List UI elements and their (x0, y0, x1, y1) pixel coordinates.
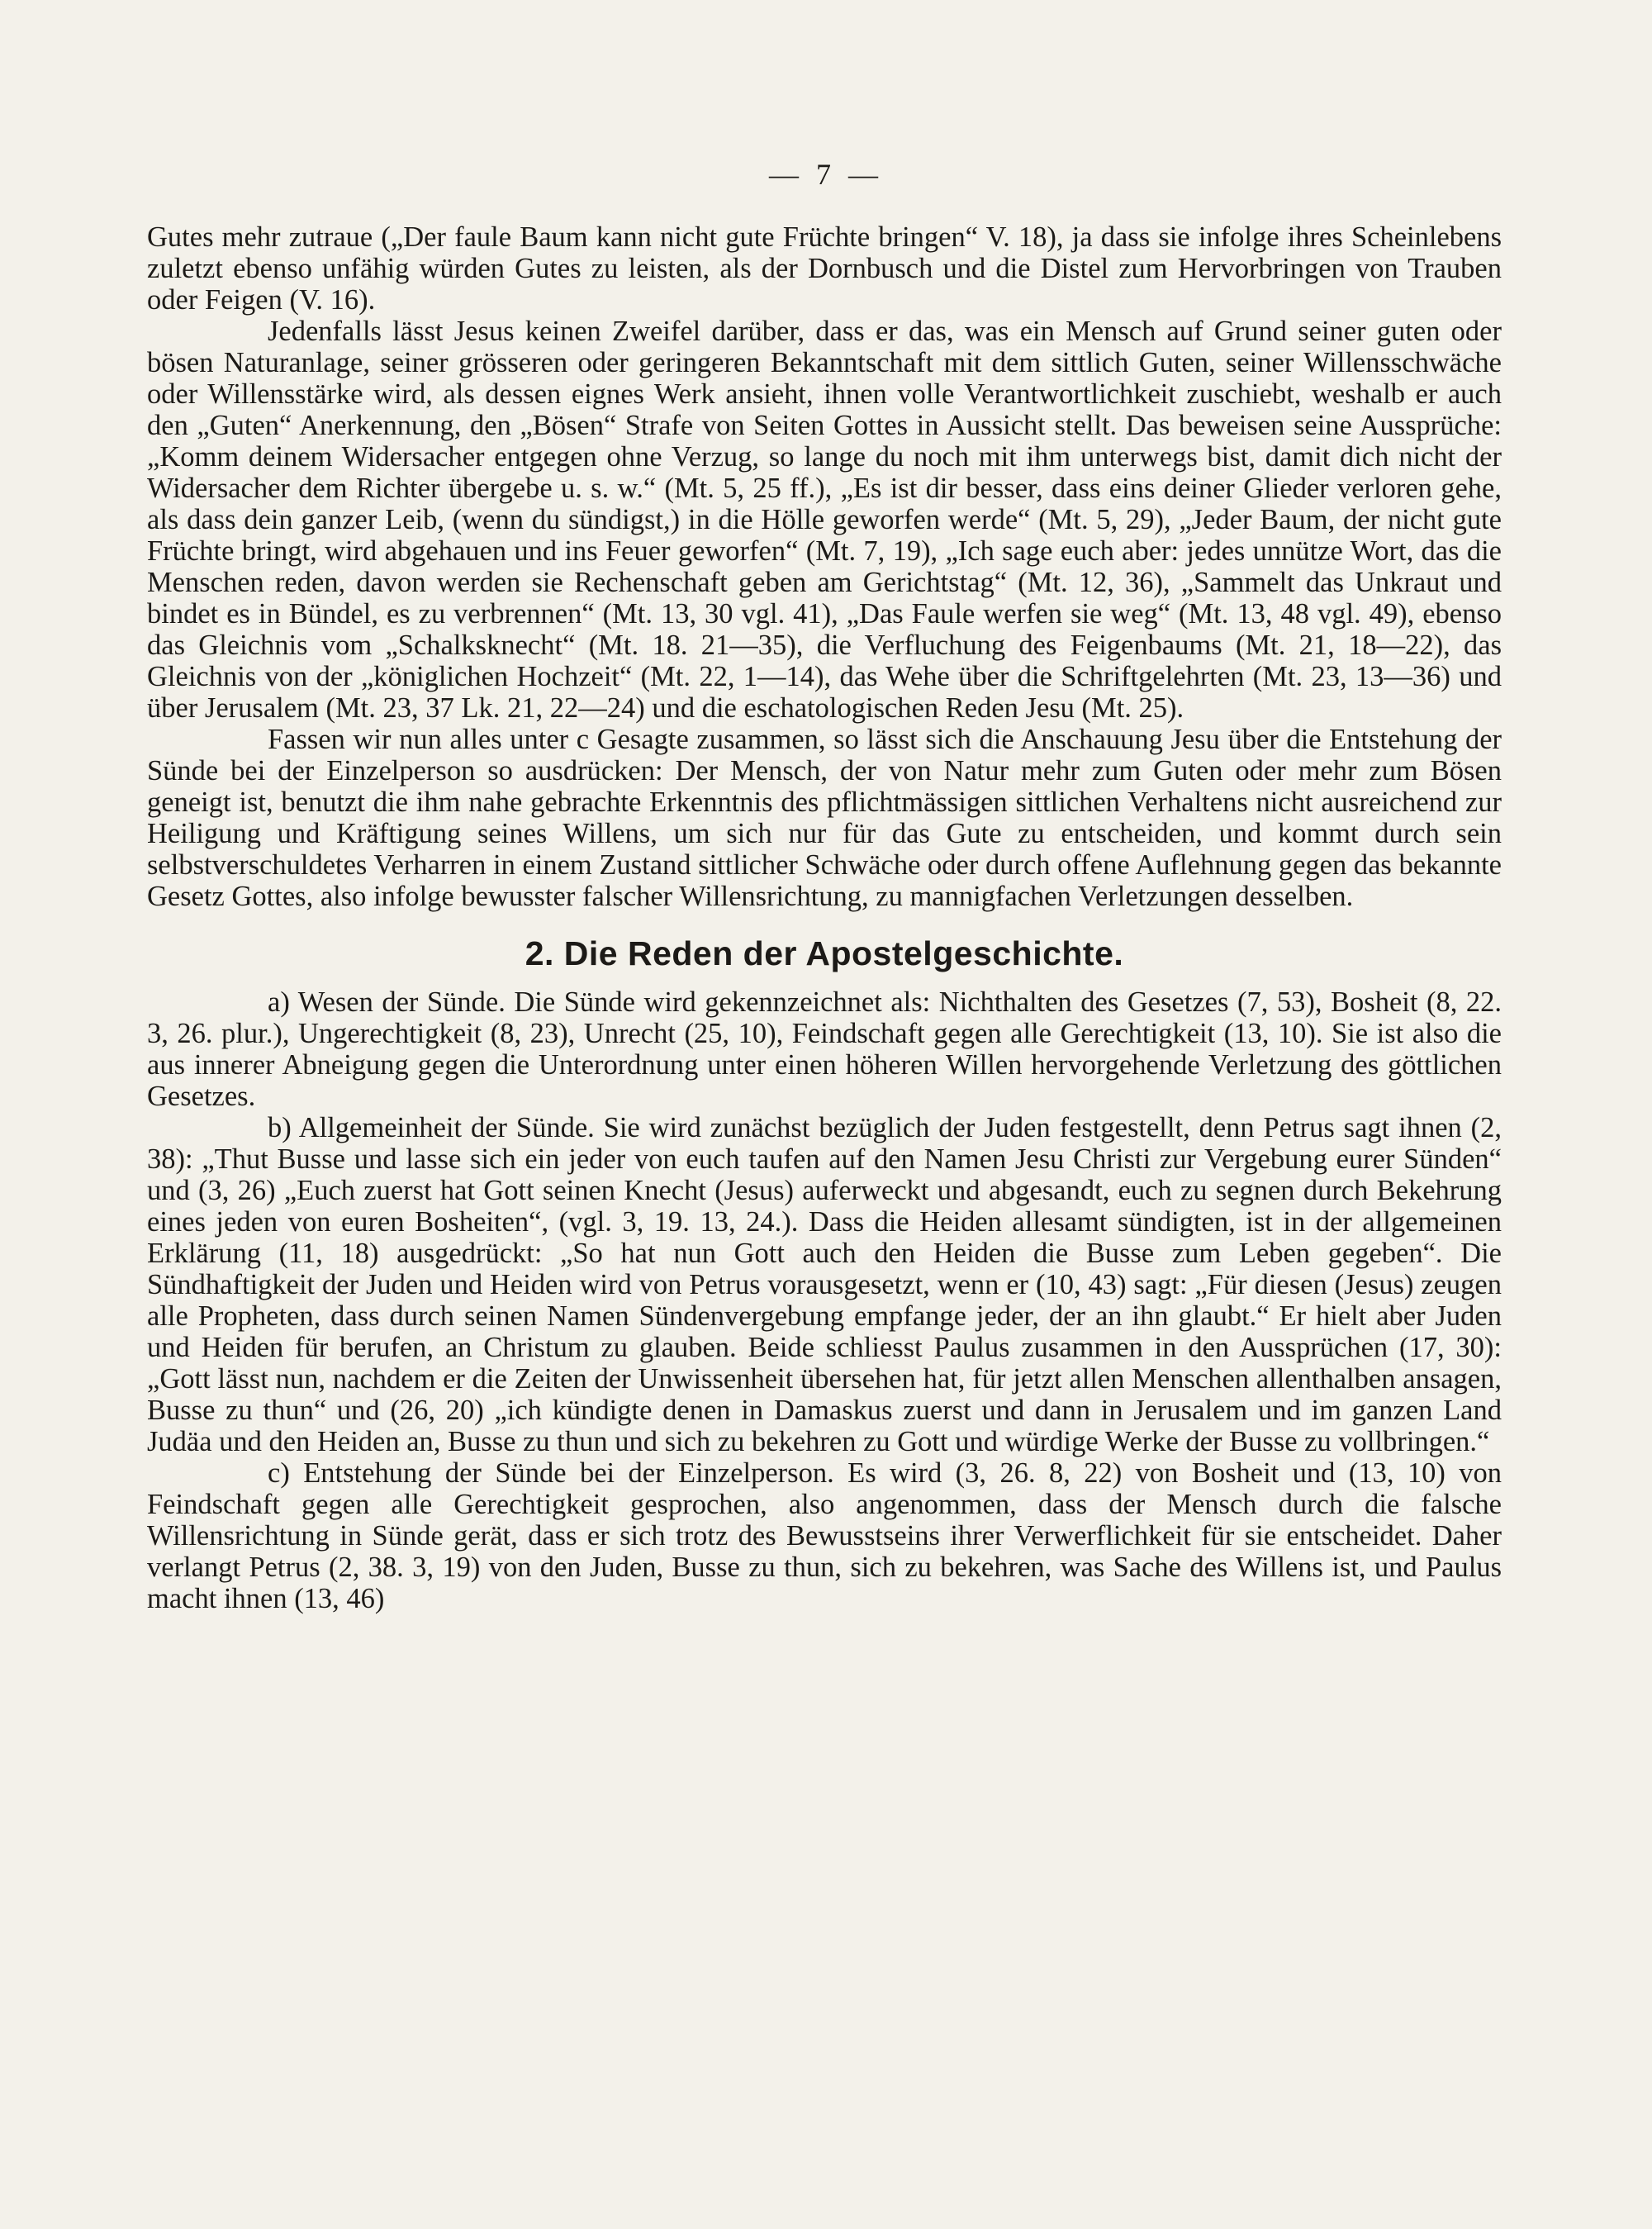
section-paragraph-b: b) Allgemeinheit der Sünde. Sie wird zunächst bezüglich der Juden festgestellt, denn Petrus sagt ihnen (2, 38): „Thut Busse und lasse sich ein jeder von euch taufen auf den Namen Jesu Christi zur Vergebung eurer Sünden“ und (3, 26) „Euch zuerst hat Gott seinen Knecht (Jesus) auferweckt und abgesandt, euch zu segnen durch Bekehrung eines jeden von euren Bosheiten“, (vgl. 3, 19. 13, 24.). Dass die Heiden allesamt sündigten, ist in der allgemeinen Erklärung (11, 18) ausgedrückt: „So hat nun Gott auch den Heiden die Busse zum Leben gegeben“. Die Sündhaftigkeit der Juden und Heiden wird von Petrus vorausgesetzt, wenn er (10, 43) sagt: „Für diesen (Jesus) zeugen alle Propheten, dass durch seinen Namen Sündenvergebung empfange jeder, der an ihn glaubt.“ Er hielt aber Juden und Heiden für berufen, an Christum zu glauben. Beide schliesst Paulus zusammen in den Aussprüchen (17, 30): „Gott lässt nun, nachdem er die Zeiten der Unwissenheit übersehen hat, für jetzt allen Menschen allenthalben ansagen, Busse zu thun“ und (26, 20) „ich kündigte denen in Damaskus zuerst und dann in Jerusalem und im ganzen Land Judäa und den Heiden an, Busse zu thun und sich zu bekehren zu Gott und würdige Werke der Busse zu vollbringen.“ (147, 1112, 1502, 1457)
body-text (147, 221, 1502, 1614)
paragraph-1: Gutes mehr zutraue („Der faule Baum kann nicht gute Früchte bringen“ V. 18), ja dass sie infolge ihres Scheinlebens zuletzt ebenso unfähig würden Gutes zu leisten, als der Dornbusch und die Distel zum Hervorbringen von Trauben oder Feigen (V. 16). (147, 221, 1502, 316)
paragraph-2: Jedenfalls lässt Jesus keinen Zweifel darüber, dass er das, was ein Mensch auf Grund seiner guten oder bösen Naturanlage, seiner grösseren oder geringeren Bekanntschaft mit dem sittlich Guten, seiner Willensschwäche oder Willensstärke wird, als dessen eignes Werk ansieht, ihnen volle Verantwortlichkeit zuschiebt, weshalb er auch den „Guten“ Anerkennung, den „Bösen“ Strafe von Seiten Gottes in Aussicht stellt. Das beweisen seine Aussprüche: „Komm deinem Widersacher entgegen ohne Verzug, so lange du noch mit ihm unterwegs bist, damit dich nicht der Widersacher dem Richter übergebe u. s. w.“ (Mt. 5, 25 ff.), „Es ist dir besser, dass eins deiner Glieder verloren gehe, als dass dein ganzer Leib, (wenn du sündigst,) in die Hölle geworfen werde“ (Mt. 5, 29), „Jeder Baum, der nicht gute Früchte bringt, wird abgehauen und ins Feuer geworfen“ (Mt. 7, 19), „Ich sage euch aber: jedes unnütze Wort, das die Menschen reden, davon werden sie Rechenschaft geben am Gerichtstag“ (Mt. 12, 36), „Sammelt das Unkraut und bindet es in Bündel, es zu verbrennen“ (Mt. 13, 30 vgl. 41), „Das Faule werfen sie weg“ (Mt. 13, 48 vgl. 49), ebenso das Gleichnis vom „Schalksknecht“ (Mt. 18. 21—35), die Verfluchung des Feigenbaums (Mt. 21, 18—22), das Gleichnis von der „königlichen Hochzeit“ (Mt. 22, 1—14), das Wehe über die Schriftgelehrten (Mt. 23, 13—36) und über Jerusalem (Mt. 23, 37 Lk. 21, 22—24) und die eschatologischen Reden Jesu (Mt. 25). (147, 316, 1502, 724)
paragraph-3: Fassen wir nun alles unter c Gesagte zusammen, so lässt sich die Anschauung Jesu über die Entstehung der Sünde bei der Einzelperson so ausdrücken: Der Mensch, der von Natur mehr zum Guten oder mehr zum Bösen geneigt ist, benutzt die ihm nahe gebrachte Erkenntnis des pflichtmässigen sittlichen Verhaltens nicht ausreichend zur Heiligung und Kräftigung seines Willens, um sich nur für das Gute zu entscheiden, und kommt durch sein selbstverschuldetes Verharren in einem Zustand sittlicher Schwäche oder durch offene Auflehnung gegen das bekannte Gesetz Gottes, also infolge bewusster falscher Willensrichtung, zu mannigfachen Verletzungen desselben. (147, 724, 1502, 912)
page-number: — 7 — (769, 158, 883, 191)
section-paragraph-c: c) Entstehung der Sünde bei der Einzelperson. Es wird (3, 26. 8, 22) von Bosheit und (13, 10) von Feindschaft gegen alle Gerechtigkeit gesprochen, also angenommen, dass der Mensch durch die falsche Willensrichtung in Sünde gerät, dass er sich trotz des Bewusstseins ihrer Verwerflichkeit für sie entscheidet. Daher verlangt Petrus (2, 38. 3, 19) von den Juden, Busse zu thun, sich zu bekehren, was Sache des Willens ist, und Paulus macht ihnen (13, 46) (147, 1457, 1502, 1614)
section-heading: 2. Die Reden der Apostelgeschichte. (525, 934, 1124, 972)
section-paragraph-a: a) Wesen der Sünde. Die Sünde wird gekennzeichnet als: Nichthalten des Gesetzes (7, 53), Bosheit (8, 22. 3, 26. plur.), Ungerechtigkeit (8, 23), Unrecht (25, 10), Feindschaft gegen alle Gerechtigkeit (13, 10). Sie ist also die aus innerer Abneigung gegen die Unterordnung unter einen höheren Willen hervorgehende Verletzung des göttlichen Gesetzes. (147, 986, 1502, 1112)
